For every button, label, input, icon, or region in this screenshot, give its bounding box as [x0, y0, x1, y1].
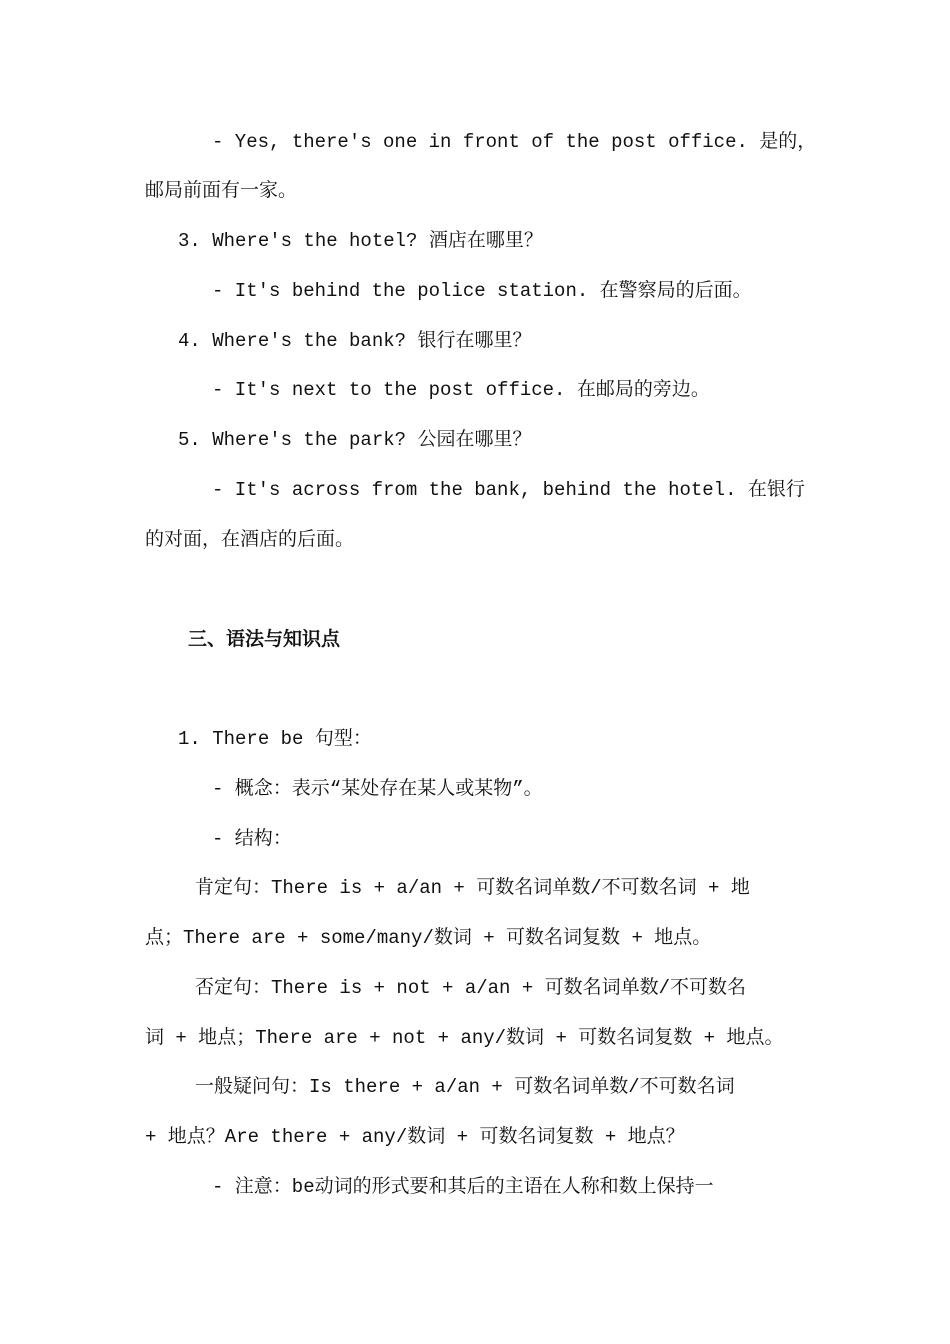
item-1-title: 1. There be 句型：: [178, 728, 372, 750]
answer-4: - It's next to the post office. 在邮局的旁边。: [212, 379, 710, 401]
question-4: 4. Where's the bank? 银行在哪里？: [178, 330, 532, 352]
affirmative-line-2: 点；There are + some/many/数词 + 可数名词复数 + 地点。: [145, 927, 712, 949]
answer-5-line-1: - It's across from the bank, behind the hotel. 在银行: [212, 479, 805, 501]
note-line: - 注意：be动词的形式要和其后的主语在人称和数上保持一: [212, 1176, 714, 1198]
section-heading: 三、语法与知识点: [188, 628, 341, 650]
question-3: 3. Where's the hotel? 酒店在哪里？: [178, 230, 543, 252]
question-5: 5. Where's the park? 公园在哪里？: [178, 429, 532, 451]
answer-5-line-2: 的对面，在酒店的后面。: [145, 529, 355, 551]
answer-2-line-1: - Yes, there's one in front of the post office. 是的，: [212, 131, 817, 153]
question-form-line-1: 一般疑问句：Is there + a/an + 可数名词单数/不可数名词: [195, 1076, 735, 1098]
concept-line: - 概念：表示“某处存在某人或某物”。: [212, 778, 543, 800]
answer-3: - It's behind the police station. 在警察局的后面。: [212, 280, 752, 302]
structure-line: - 结构：: [212, 828, 292, 850]
affirmative-line-1: 肯定句：There is + a/an + 可数名词单数/不可数名词 + 地: [195, 877, 750, 899]
negative-line-1: 否定句：There is + not + a/an + 可数名词单数/不可数名: [195, 977, 747, 999]
answer-2-line-2: 邮局前面有一家。: [145, 180, 298, 202]
negative-line-2: 词 + 地点；There are + not + any/数词 + 可数名词复数 + 地点。: [145, 1027, 784, 1049]
question-form-line-2: + 地点？Are there + any/数词 + 可数名词复数 + 地点？: [145, 1126, 685, 1148]
